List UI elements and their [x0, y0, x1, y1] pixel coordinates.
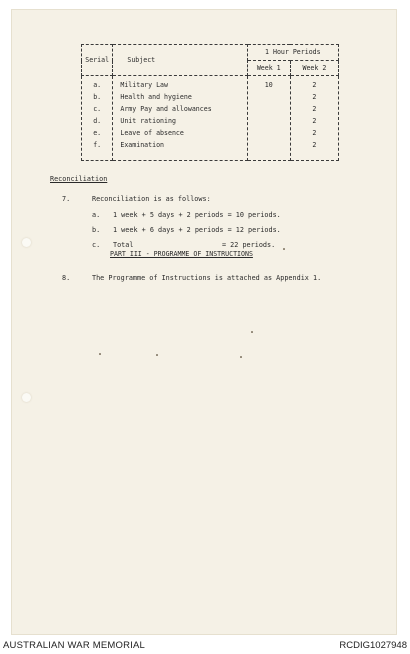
header-subject: Subject: [113, 45, 247, 76]
header-week2: Week 2: [290, 61, 338, 76]
reconciliation-intro: Reconciliation is as follows:: [92, 195, 211, 203]
subject-cell: Leave of absence: [120, 129, 184, 137]
para-8-number: 8.: [62, 274, 71, 282]
subject-cell: Examination: [120, 141, 165, 149]
serial-cell: a.: [93, 81, 102, 89]
footer-institution: AUSTRALIAN WAR MEMORIAL: [3, 640, 146, 651]
week1-cell: [248, 118, 290, 130]
paper-speck: [99, 353, 101, 355]
para-7-number: 7.: [62, 195, 71, 203]
recon-item-text: Total: [113, 241, 134, 249]
periods-table: [81, 44, 339, 161]
serial-cell: e.: [93, 129, 102, 137]
paper-speck: [251, 331, 253, 333]
serial-cell: c.: [93, 105, 102, 113]
serial-cell: f.: [93, 141, 102, 149]
serial-cell: b.: [93, 93, 102, 101]
reconciliation-heading: Reconciliation: [50, 175, 108, 183]
header-periods: 1 Hour Periods: [247, 45, 338, 61]
para-8-text: The Programme of Instructions is attached as Appendix 1.: [92, 274, 322, 282]
paper-speck: [283, 248, 285, 250]
serial-column: [82, 76, 113, 161]
week2-column: [290, 76, 338, 161]
recon-total-result: = 22 periods.: [222, 241, 276, 249]
recon-item-label: b.: [92, 226, 101, 234]
recon-item-label: a.: [92, 211, 101, 219]
subject-column: [113, 76, 247, 161]
recon-item-text: 1 week + 6 days + 2 periods = 12 periods.: [113, 226, 281, 234]
subject-cell: Unit rationing: [120, 117, 176, 125]
header-serial: Serial: [82, 45, 113, 76]
paper-speck: [240, 356, 242, 358]
recon-item-label: c.: [92, 241, 101, 249]
week1-column: [247, 76, 290, 161]
week1-cell: [248, 130, 290, 142]
week1-cell: [248, 106, 290, 118]
footer-record-id: RCDIG1027948: [339, 640, 407, 651]
week2-cell: 2: [312, 81, 317, 89]
punch-hole-bottom: [22, 393, 31, 402]
subject-cell: Health and hygiene: [120, 93, 192, 101]
punch-hole-top: [22, 238, 31, 247]
week2-cell: 2: [312, 93, 317, 101]
week2-cell: 2: [312, 105, 317, 113]
paper-speck: [156, 354, 158, 356]
week2-cell: 2: [312, 117, 317, 125]
serial-cell: d.: [93, 117, 102, 125]
subject-cell: Army Pay and allowances: [120, 105, 212, 113]
week1-cell: [248, 142, 290, 154]
week1-cell: 10: [264, 81, 273, 89]
recon-item-text: 1 week + 5 days + 2 periods = 10 periods.: [113, 211, 281, 219]
subject-cell: Military Law: [120, 81, 168, 89]
week2-cell: 2: [312, 129, 317, 137]
part-3-heading: PART III - PROGRAMME OF INSTRUCTIONS: [110, 250, 253, 258]
week1-cell: [248, 94, 290, 106]
week2-cell: 2: [312, 141, 317, 149]
header-week1: Week 1: [247, 61, 290, 76]
